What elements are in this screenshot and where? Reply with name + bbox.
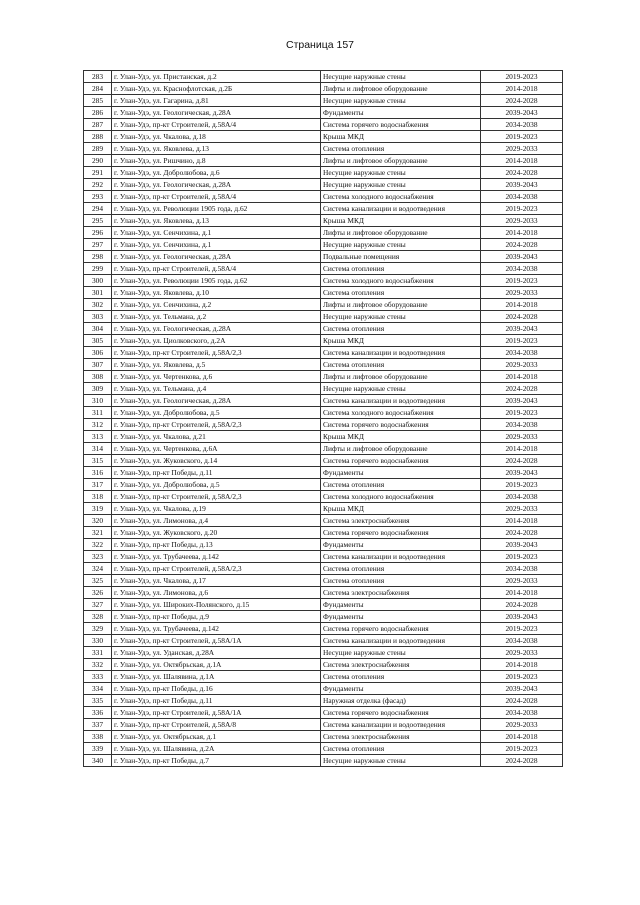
table-row	[84, 503, 563, 515]
row-number: 314	[84, 443, 112, 455]
address-cell: г. Улан-Удэ, ул. Тельмана, д.4	[112, 383, 321, 395]
work-type-cell: Система отопления	[321, 323, 481, 335]
row-number: 322	[84, 539, 112, 551]
work-type-cell: Фундаменты	[321, 539, 481, 551]
row-number: 302	[84, 299, 112, 311]
table-row	[84, 155, 563, 167]
work-type-cell: Система отопления	[321, 359, 481, 371]
period-cell: 2014-2018	[481, 515, 563, 527]
row-number: 335	[84, 695, 112, 707]
period-cell: 2039-2043	[481, 323, 563, 335]
period-cell: 2014-2018	[481, 155, 563, 167]
period-cell: 2039-2043	[481, 251, 563, 263]
row-number: 290	[84, 155, 112, 167]
period-cell: 2039-2043	[481, 179, 563, 191]
address-cell: г. Улан-Удэ, ул. Уданская, д.28А	[112, 647, 321, 659]
work-type-cell: Лифты и лифтовое оборудование	[321, 299, 481, 311]
table-row	[84, 755, 563, 767]
work-type-cell: Система электроснабжения	[321, 731, 481, 743]
row-number: 294	[84, 203, 112, 215]
table-row	[84, 299, 563, 311]
address-cell: г. Улан-Удэ, ул. Добролюбова, д.5	[112, 479, 321, 491]
period-cell: 2029-2033	[481, 575, 563, 587]
address-cell: г. Улан-Удэ, ул. Чкалова, д.21	[112, 431, 321, 443]
row-number: 318	[84, 491, 112, 503]
work-type-cell: Крыша МКД	[321, 131, 481, 143]
table-row	[84, 167, 563, 179]
table-row	[84, 599, 563, 611]
address-cell: г. Улан-Удэ, ул. Геологическая, д.28А	[112, 251, 321, 263]
work-type-cell: Несущие наружные стены	[321, 311, 481, 323]
period-cell: 2019-2023	[481, 71, 563, 83]
address-cell: г. Улан-Удэ, ул. Лимонова, д.6	[112, 587, 321, 599]
row-number: 289	[84, 143, 112, 155]
row-number: 300	[84, 275, 112, 287]
work-type-cell: Система горячего водоснабжения	[321, 455, 481, 467]
work-type-cell: Несущие наружные стены	[321, 71, 481, 83]
table-row	[84, 395, 563, 407]
table-row	[84, 251, 563, 263]
row-number: 291	[84, 167, 112, 179]
work-type-cell: Лифты и лифтовое оборудование	[321, 227, 481, 239]
row-number: 293	[84, 191, 112, 203]
work-type-cell: Система горячего водоснабжения	[321, 527, 481, 539]
row-number: 285	[84, 95, 112, 107]
work-type-cell: Система отопления	[321, 671, 481, 683]
table-row	[84, 623, 563, 635]
address-cell: г. Улан-Удэ, ул. Сенчихина, д.1	[112, 227, 321, 239]
period-cell: 2024-2028	[481, 167, 563, 179]
address-cell: г. Улан-Удэ, ул. Добролюбова, д.6	[112, 167, 321, 179]
table-row	[84, 239, 563, 251]
period-cell: 2029-2033	[481, 143, 563, 155]
address-cell: г. Улан-Удэ, пр-кт Строителей, д.58А/2,3	[112, 563, 321, 575]
row-number: 295	[84, 215, 112, 227]
row-number: 333	[84, 671, 112, 683]
address-cell: г. Улан-Удэ, пр-кт Строителей, д.58А/1А	[112, 635, 321, 647]
work-type-cell: Система канализации и водоотведения	[321, 719, 481, 731]
period-cell: 2034-2038	[481, 191, 563, 203]
address-cell: г. Улан-Удэ, ул. Трубачеева, д.142	[112, 551, 321, 563]
work-type-cell: Система горячего водоснабжения	[321, 623, 481, 635]
address-cell: г. Улан-Удэ, ул. Широких-Полянского, д.15	[112, 599, 321, 611]
register-table	[83, 70, 563, 767]
row-number: 287	[84, 119, 112, 131]
table-row	[84, 407, 563, 419]
table-row	[84, 371, 563, 383]
period-cell: 2014-2018	[481, 587, 563, 599]
row-number: 320	[84, 515, 112, 527]
work-type-cell: Несущие наружные стены	[321, 95, 481, 107]
address-cell: г. Улан-Удэ, ул. Краснофлотская, д.2Б	[112, 83, 321, 95]
row-number: 334	[84, 683, 112, 695]
row-number: 298	[84, 251, 112, 263]
address-cell: г. Улан-Удэ, ул. Чкалова, д.19	[112, 503, 321, 515]
period-cell: 2034-2038	[481, 119, 563, 131]
work-type-cell: Система отопления	[321, 575, 481, 587]
table-row	[84, 659, 563, 671]
table-row	[84, 143, 563, 155]
row-number: 306	[84, 347, 112, 359]
table-row	[84, 191, 563, 203]
table-row	[84, 611, 563, 623]
period-cell: 2014-2018	[481, 227, 563, 239]
table-row	[84, 359, 563, 371]
row-number: 317	[84, 479, 112, 491]
row-number: 316	[84, 467, 112, 479]
period-cell: 2029-2033	[481, 431, 563, 443]
table-row	[84, 419, 563, 431]
period-cell: 2029-2033	[481, 215, 563, 227]
table-row	[84, 227, 563, 239]
period-cell: 2034-2038	[481, 263, 563, 275]
period-cell: 2024-2028	[481, 455, 563, 467]
row-number: 339	[84, 743, 112, 755]
period-cell: 2034-2038	[481, 635, 563, 647]
address-cell: г. Улан-Удэ, ул. Революции 1905 года, д.62	[112, 275, 321, 287]
address-cell: г. Улан-Удэ, ул. Октябрьская, д.1А	[112, 659, 321, 671]
work-type-cell: Система канализации и водоотведения	[321, 203, 481, 215]
page-number-header: Страница 157	[285, 39, 355, 51]
table-row	[84, 71, 563, 83]
row-number: 315	[84, 455, 112, 467]
address-cell: г. Улан-Удэ, пр-кт Строителей, д.58А/4	[112, 191, 321, 203]
row-number: 321	[84, 527, 112, 539]
address-cell: г. Улан-Удэ, пр-кт Строителей, д.58А/8	[112, 719, 321, 731]
table-row	[84, 323, 563, 335]
table-row	[84, 311, 563, 323]
table-row	[84, 695, 563, 707]
work-type-cell: Система холодного водоснабжения	[321, 407, 481, 419]
period-cell: 2024-2028	[481, 695, 563, 707]
table-row	[84, 683, 563, 695]
address-cell: г. Улан-Удэ, ул. Яковлева, д.10	[112, 287, 321, 299]
table-row	[84, 107, 563, 119]
work-type-cell: Лифты и лифтовое оборудование	[321, 443, 481, 455]
address-cell: г. Улан-Удэ, ул. Геологическая, д.28А	[112, 179, 321, 191]
period-cell: 2024-2028	[481, 95, 563, 107]
address-cell: г. Улан-Удэ, пр-кт Строителей, д.58А/2,3	[112, 347, 321, 359]
address-cell: г. Улан-Удэ, пр-кт Победы, д.11	[112, 467, 321, 479]
work-type-cell: Система канализации и водоотведения	[321, 347, 481, 359]
period-cell: 2024-2028	[481, 527, 563, 539]
address-cell: г. Улан-Удэ, пр-кт Строителей, д.58А/4	[112, 119, 321, 131]
work-type-cell: Крыша МКД	[321, 215, 481, 227]
work-type-cell: Система холодного водоснабжения	[321, 491, 481, 503]
row-number: 329	[84, 623, 112, 635]
table-row	[84, 347, 563, 359]
period-cell: 2019-2023	[481, 551, 563, 563]
table-row	[84, 491, 563, 503]
period-cell: 2019-2023	[481, 479, 563, 491]
table-row	[84, 455, 563, 467]
period-cell: 2019-2023	[481, 275, 563, 287]
table-row	[84, 719, 563, 731]
address-cell: г. Улан-Удэ, ул. Гагарина, д.81	[112, 95, 321, 107]
table-row	[84, 731, 563, 743]
address-cell: г. Улан-Удэ, ул. Революции 1905 года, д.62	[112, 203, 321, 215]
register-table-body	[84, 71, 563, 767]
row-number: 330	[84, 635, 112, 647]
row-number: 323	[84, 551, 112, 563]
address-cell: г. Улан-Удэ, пр-кт Победы, д.11	[112, 695, 321, 707]
period-cell: 2039-2043	[481, 107, 563, 119]
table-row	[84, 527, 563, 539]
period-cell: 2024-2028	[481, 755, 563, 767]
table-row	[84, 467, 563, 479]
address-cell: г. Улан-Удэ, ул. Лимонова, д.4	[112, 515, 321, 527]
row-number: 319	[84, 503, 112, 515]
address-cell: г. Улан-Удэ, пр-кт Строителей, д.58А/2,3	[112, 491, 321, 503]
table-row	[84, 275, 563, 287]
row-number: 311	[84, 407, 112, 419]
row-number: 305	[84, 335, 112, 347]
period-cell: 2039-2043	[481, 395, 563, 407]
row-number: 303	[84, 311, 112, 323]
table-row	[84, 95, 563, 107]
period-cell: 2034-2038	[481, 707, 563, 719]
table-row	[84, 539, 563, 551]
row-number: 337	[84, 719, 112, 731]
work-type-cell: Фундаменты	[321, 683, 481, 695]
row-number: 304	[84, 323, 112, 335]
table-row	[84, 131, 563, 143]
address-cell: г. Улан-Удэ, ул. Геологическая, д.28А	[112, 323, 321, 335]
work-type-cell: Несущие наружные стены	[321, 239, 481, 251]
address-cell: г. Улан-Удэ, ул. Тельмана, д.2	[112, 311, 321, 323]
table-row	[84, 335, 563, 347]
row-number: 340	[84, 755, 112, 767]
address-cell: г. Улан-Удэ, пр-кт Строителей, д.58А/4	[112, 263, 321, 275]
row-number: 328	[84, 611, 112, 623]
row-number: 310	[84, 395, 112, 407]
work-type-cell: Подвальные помещения	[321, 251, 481, 263]
work-type-cell: Система электроснабжения	[321, 587, 481, 599]
table-row	[84, 587, 563, 599]
period-cell: 2014-2018	[481, 443, 563, 455]
work-type-cell: Несущие наружные стены	[321, 755, 481, 767]
work-type-cell: Наружная отделка (фасад)	[321, 695, 481, 707]
table-row	[84, 215, 563, 227]
period-cell: 2019-2023	[481, 623, 563, 635]
row-number: 327	[84, 599, 112, 611]
period-cell: 2024-2028	[481, 311, 563, 323]
period-cell: 2029-2033	[481, 359, 563, 371]
row-number: 286	[84, 107, 112, 119]
work-type-cell: Крыша МКД	[321, 431, 481, 443]
work-type-cell: Система канализации и водоотведения	[321, 551, 481, 563]
address-cell: г. Улан-Удэ, ул. Яковлева, д.5	[112, 359, 321, 371]
address-cell: г. Улан-Удэ, ул. Жуковского, д.20	[112, 527, 321, 539]
table-row	[84, 707, 563, 719]
address-cell: г. Улан-Удэ, ул. Сенчихина, д.2	[112, 299, 321, 311]
work-type-cell: Система горячего водоснабжения	[321, 419, 481, 431]
period-cell: 2039-2043	[481, 683, 563, 695]
work-type-cell: Система отопления	[321, 287, 481, 299]
address-cell: г. Улан-Удэ, ул. Яковлева, д.13	[112, 143, 321, 155]
address-cell: г. Улан-Удэ, ул. Яковлева, д.13	[112, 215, 321, 227]
address-cell: г. Улан-Удэ, ул. Чкалова, д.17	[112, 575, 321, 587]
table-row	[84, 647, 563, 659]
work-type-cell: Лифты и лифтовое оборудование	[321, 83, 481, 95]
table-row	[84, 383, 563, 395]
period-cell: 2039-2043	[481, 539, 563, 551]
period-cell: 2034-2038	[481, 491, 563, 503]
address-cell: г. Улан-Удэ, ул. Шалявина, д.2А	[112, 743, 321, 755]
period-cell: 2034-2038	[481, 419, 563, 431]
work-type-cell: Фундаменты	[321, 107, 481, 119]
work-type-cell: Фундаменты	[321, 611, 481, 623]
work-type-cell: Фундаменты	[321, 467, 481, 479]
address-cell: г. Улан-Удэ, ул. Трубачеева, д.142	[112, 623, 321, 635]
period-cell: 2014-2018	[481, 659, 563, 671]
period-cell: 2019-2023	[481, 335, 563, 347]
row-number: 283	[84, 71, 112, 83]
period-cell: 2019-2023	[481, 671, 563, 683]
table-row	[84, 83, 563, 95]
work-type-cell: Система отопления	[321, 263, 481, 275]
period-cell: 2019-2023	[481, 743, 563, 755]
row-number: 299	[84, 263, 112, 275]
period-cell: 2034-2038	[481, 347, 563, 359]
table-row	[84, 671, 563, 683]
work-type-cell: Несущие наружные стены	[321, 647, 481, 659]
row-number: 336	[84, 707, 112, 719]
address-cell: г. Улан-Удэ, ул. Пристанская, д.2	[112, 71, 321, 83]
table-row	[84, 479, 563, 491]
table-row	[84, 443, 563, 455]
row-number: 301	[84, 287, 112, 299]
period-cell: 2029-2033	[481, 719, 563, 731]
address-cell: г. Улан-Удэ, пр-кт Строителей, д.58А/2,3	[112, 419, 321, 431]
work-type-cell: Система горячего водоснабжения	[321, 707, 481, 719]
row-number: 331	[84, 647, 112, 659]
period-cell: 2029-2033	[481, 503, 563, 515]
row-number: 307	[84, 359, 112, 371]
work-type-cell: Система канализации и водоотведения	[321, 395, 481, 407]
table-row	[84, 263, 563, 275]
row-number: 292	[84, 179, 112, 191]
work-type-cell: Фундаменты	[321, 599, 481, 611]
period-cell: 2014-2018	[481, 299, 563, 311]
table-row	[84, 635, 563, 647]
table-row	[84, 743, 563, 755]
period-cell: 2019-2023	[481, 131, 563, 143]
work-type-cell: Система отопления	[321, 743, 481, 755]
period-cell: 2014-2018	[481, 83, 563, 95]
table-row	[84, 203, 563, 215]
table-row	[84, 515, 563, 527]
period-cell: 2039-2043	[481, 467, 563, 479]
address-cell: г. Улан-Удэ, пр-кт Победы, д.9	[112, 611, 321, 623]
period-cell: 2024-2028	[481, 599, 563, 611]
work-type-cell: Крыша МКД	[321, 335, 481, 347]
address-cell: г. Улан-Удэ, пр-кт Победы, д.13	[112, 539, 321, 551]
work-type-cell: Система канализации и водоотведения	[321, 635, 481, 647]
address-cell: г. Улан-Удэ, ул. Чертенкова, д.6	[112, 371, 321, 383]
period-cell: 2024-2028	[481, 239, 563, 251]
work-type-cell: Крыша МКД	[321, 503, 481, 515]
table-row	[84, 551, 563, 563]
table-row	[84, 287, 563, 299]
work-type-cell: Система горячего водоснабжения	[321, 119, 481, 131]
address-cell: г. Улан-Удэ, ул. Геологическая, д.28А	[112, 395, 321, 407]
work-type-cell: Лифты и лифтовое оборудование	[321, 155, 481, 167]
work-type-cell: Система электроснабжения	[321, 515, 481, 527]
row-number: 312	[84, 419, 112, 431]
work-type-cell: Система электроснабжения	[321, 659, 481, 671]
row-number: 332	[84, 659, 112, 671]
work-type-cell: Система холодного водоснабжения	[321, 191, 481, 203]
address-cell: г. Улан-Удэ, пр-кт Строителей, д.58А/1А	[112, 707, 321, 719]
address-cell: г. Улан-Удэ, пр-кт Победы, д.16	[112, 683, 321, 695]
period-cell: 2024-2028	[481, 383, 563, 395]
work-type-cell: Несущие наружные стены	[321, 167, 481, 179]
address-cell: г. Улан-Удэ, ул. Октябрьская, д.1	[112, 731, 321, 743]
row-number: 288	[84, 131, 112, 143]
address-cell: г. Улан-Удэ, ул. Циолковского, д.2А	[112, 335, 321, 347]
period-cell: 2014-2018	[481, 731, 563, 743]
table-row	[84, 431, 563, 443]
period-cell: 2014-2018	[481, 371, 563, 383]
row-number: 324	[84, 563, 112, 575]
row-number: 284	[84, 83, 112, 95]
table-row	[84, 119, 563, 131]
work-type-cell: Лифты и лифтовое оборудование	[321, 371, 481, 383]
period-cell: 2034-2038	[481, 563, 563, 575]
work-type-cell: Система отопления	[321, 143, 481, 155]
row-number: 338	[84, 731, 112, 743]
row-number: 325	[84, 575, 112, 587]
work-type-cell: Система холодного водоснабжения	[321, 275, 481, 287]
period-cell: 2019-2023	[481, 203, 563, 215]
address-cell: г. Улан-Удэ, ул. Чкалова, д.18	[112, 131, 321, 143]
row-number: 297	[84, 239, 112, 251]
period-cell: 2019-2023	[481, 407, 563, 419]
row-number: 309	[84, 383, 112, 395]
address-cell: г. Улан-Удэ, ул. Ришчино, д.8	[112, 155, 321, 167]
row-number: 296	[84, 227, 112, 239]
work-type-cell: Несущие наружные стены	[321, 383, 481, 395]
address-cell: г. Улан-Удэ, ул. Геологическая, д.28А	[112, 107, 321, 119]
address-cell: г. Улан-Удэ, ул. Добролюбова, д.5	[112, 407, 321, 419]
address-cell: г. Улан-Удэ, пр-кт Победы, д.7	[112, 755, 321, 767]
row-number: 326	[84, 587, 112, 599]
table-row	[84, 563, 563, 575]
address-cell: г. Улан-Удэ, ул. Шалявина, д.1А	[112, 671, 321, 683]
table-row	[84, 179, 563, 191]
period-cell: 2039-2043	[481, 611, 563, 623]
work-type-cell: Система отопления	[321, 479, 481, 491]
period-cell: 2029-2033	[481, 647, 563, 659]
table-row	[84, 575, 563, 587]
period-cell: 2029-2033	[481, 287, 563, 299]
address-cell: г. Улан-Удэ, ул. Чертенкова, д.6А	[112, 443, 321, 455]
row-number: 308	[84, 371, 112, 383]
address-cell: г. Улан-Удэ, ул. Сенчихина, д.1	[112, 239, 321, 251]
row-number: 313	[84, 431, 112, 443]
work-type-cell: Несущие наружные стены	[321, 179, 481, 191]
address-cell: г. Улан-Удэ, ул. Жуковского, д.14	[112, 455, 321, 467]
work-type-cell: Система отопления	[321, 563, 481, 575]
